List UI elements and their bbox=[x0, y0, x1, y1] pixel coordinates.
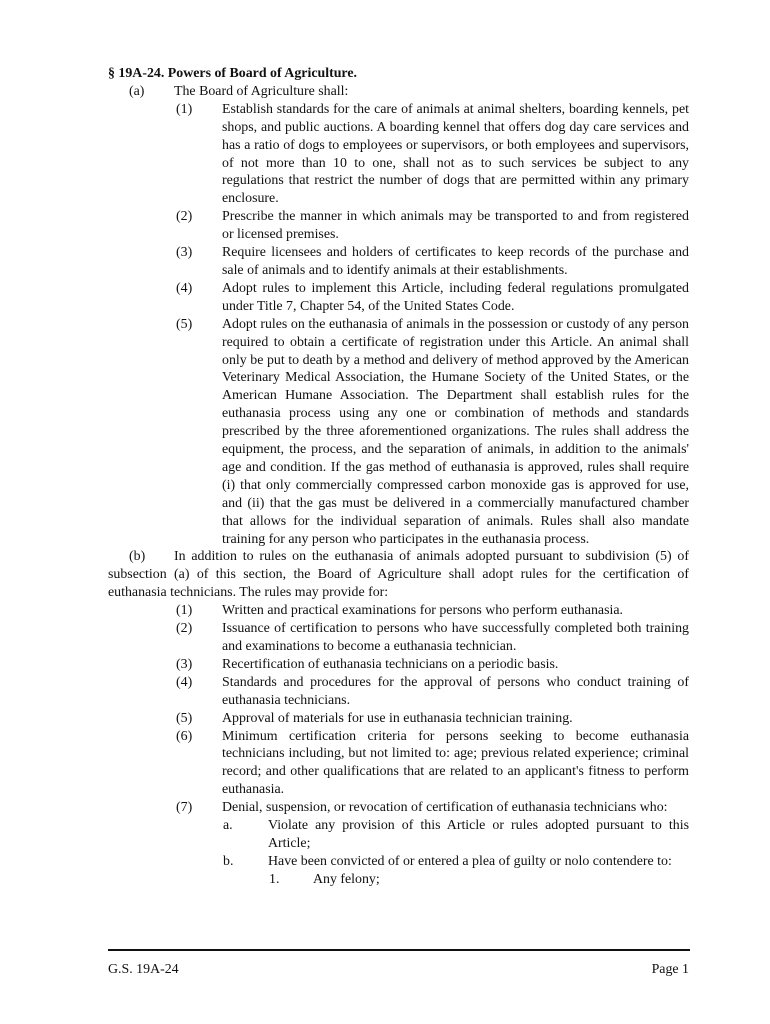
item-number: (7) bbox=[176, 800, 193, 816]
subsection-b-text: In addition to rules on the euthanasia of animals adopted pursuant to subdivision (5) of subsection (a) of this section, the Board of Agriculture shall adopt rules for the certification of euthanasia technicians. The rules may provide for: bbox=[108, 549, 689, 601]
item-number: (2) bbox=[176, 209, 193, 225]
subsection-b-item-1 bbox=[108, 602, 689, 620]
item-text: Recertification of euthanasia technicians on a periodic basis. bbox=[222, 656, 559, 672]
item-text: Approval of materials for use in euthanasia technician training. bbox=[222, 710, 573, 726]
subitem-b bbox=[108, 853, 689, 871]
subsection-b-item-4 bbox=[108, 674, 689, 710]
item-text: Standards and procedures for the approval of persons who conduct training of euthanasia technicians. bbox=[222, 674, 689, 708]
subsection-a-text: The Board of Agriculture shall: bbox=[174, 83, 349, 99]
subsubitem-number: 1. bbox=[269, 871, 280, 887]
item-number: (3) bbox=[176, 245, 193, 261]
section-heading: § 19A-24. Powers of Board of Agriculture. bbox=[108, 66, 357, 81]
subsection-a-item-1 bbox=[108, 101, 689, 208]
item-number: (4) bbox=[176, 674, 193, 690]
item-number: (6) bbox=[176, 728, 193, 744]
footer-citation: G.S. 19A-24 bbox=[108, 962, 179, 977]
item-text: Written and practical examinations for persons who perform euthanasia. bbox=[222, 603, 623, 619]
subsection-b-item-6 bbox=[108, 728, 689, 800]
subsection-b-item-7 bbox=[108, 799, 689, 817]
subsubitem-text: Any felony; bbox=[313, 871, 380, 887]
subsection-b-label: (b) bbox=[129, 549, 146, 565]
item-text: Establish standards for the care of animals at animal shelters, boarding kennels, pet shops, and public auctions. A boarding kennel that offers dog day care services and has a ratio of dogs to employees or supervisors, or both employees and supervisors, of not more than 10 to one, shall not as to such services be subject to any regulations that restrict the number of dogs that are permitted within any primary enclosure. bbox=[222, 101, 689, 207]
item-text: Denial, suspension, or revocation of certification of euthanasia technicians who: bbox=[222, 800, 668, 816]
item-text: Minimum certification criteria for persons seeking to become euthanasia technicians including, but not limited to: age; previous related experience; criminal record; and other qualifications that are related to an applicant's fitness to perform euthanasia. bbox=[222, 728, 689, 798]
item-number: (1) bbox=[176, 603, 193, 619]
document-page bbox=[108, 65, 689, 889]
footer-page-number: Page 1 bbox=[651, 962, 689, 977]
subsection-b-item-5 bbox=[108, 710, 689, 728]
item-number: (1) bbox=[176, 101, 193, 117]
subitem-letter: b. bbox=[223, 853, 234, 869]
item-number: (5) bbox=[176, 710, 193, 726]
subsection-a-item-2 bbox=[108, 208, 689, 244]
subitem-text: Violate any provision of this Article or rules adopted pursuant to this Article; bbox=[268, 818, 689, 851]
subsection-a-item-4 bbox=[108, 280, 689, 316]
subitem-letter: a. bbox=[223, 818, 233, 834]
item-text: Adopt rules to implement this Article, including federal regulations promulgated under Title 7, Chapter 54, of the United States Code. bbox=[222, 280, 689, 314]
subsection-a-label: (a) bbox=[129, 83, 145, 99]
subsection-b-item-2 bbox=[108, 620, 689, 656]
subsection-a-item-5 bbox=[108, 316, 689, 549]
subsection-a-item-3 bbox=[108, 244, 689, 280]
item-text: Issuance of certification to persons who have successfully completed both training and examinations to become a euthanasia technician. bbox=[222, 621, 689, 654]
footer-rule bbox=[108, 949, 690, 951]
subitem-a bbox=[108, 817, 689, 853]
item-number: (2) bbox=[176, 621, 193, 637]
subitem-text: Have been convicted of or entered a plea of guilty or nolo contendere to: bbox=[268, 853, 672, 869]
item-number: (5) bbox=[176, 316, 193, 332]
item-text: Require licensees and holders of certificates to keep records of the purchase and sale of animals and to identify animals at their establishments. bbox=[222, 245, 689, 278]
item-text: Adopt rules on the euthanasia of animals in the possession or custody of any person required to obtain a certificate of registration under this Article. An animal shall only be put to death by a method and delivery of method approved by the American Veterinary Medical Association, the Humane Society of the United States, or the American Humane Association. The Department shall establish rules for the euthanasia process using any one or combination of methods and standards prescribed by the three aforementioned organizations. The rules shall address the equipment, the process, and the separation of animals, in addition to the animals' age and condition. If the gas method of euthanasia is approved, rules shall require (i) that only commercially compressed carbon monoxide gas is approved for use, and (ii) that the gas must be delivered in a commercially manufactured chamber that allows for the individual separation of animals. Rules shall also mandate training for any person who participates in the euthanasia process. bbox=[222, 316, 689, 547]
item-number: (3) bbox=[176, 656, 193, 672]
subsection-b-item-3 bbox=[108, 656, 689, 674]
item-text: Prescribe the manner in which animals may be transported to and from registered or licensed premises. bbox=[222, 209, 689, 243]
subsubitem-1 bbox=[108, 871, 689, 889]
subsection-b-intro bbox=[108, 548, 689, 602]
item-number: (4) bbox=[176, 280, 193, 296]
subsection-a-intro bbox=[108, 83, 689, 101]
